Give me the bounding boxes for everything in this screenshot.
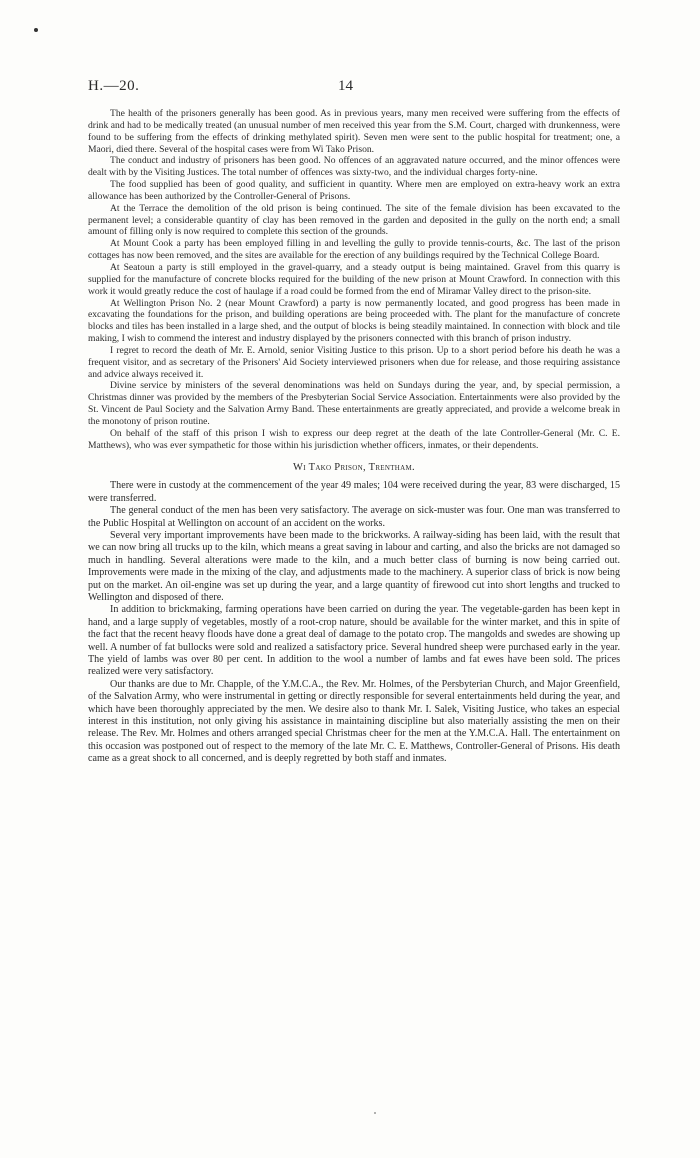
section-wi-tako-prison bbox=[88, 462, 620, 765]
paragraph: The food supplied has been of good quality, and sufficient in quantity. Where men are employed on extra-heavy work an extra allowance has been authorized by the Controller-General of Prisons. bbox=[88, 179, 620, 202]
paragraph: At the Terrace the demolition of the old prison is being continued. The site of the female division has been excavated to the permanent level; a considerable quantity of clay has been removed in the garden and deposited in the gully on the north end; a small amount of filling only is now required to complete this section of the grounds. bbox=[88, 202, 620, 238]
paragraph: I regret to record the death of Mr. E. Arnold, senior Visiting Justice to this prison. Up to a short period before his death he was a frequent visitor, and as secretary of the Prisoners' Aid Society interviewed prisoners when due for release, and those requiring assistance and advice always received it. bbox=[88, 344, 620, 380]
paragraph: At Mount Cook a party has been employed filling in and levelling the gully to provide tennis-courts, &c. The last of the prison cottages has now been removed, and the sites are available for the erection of any buildings required by the Technical College Board. bbox=[88, 238, 620, 262]
document-reference: H.—20. bbox=[88, 78, 140, 94]
page-header bbox=[88, 78, 620, 98]
page-body bbox=[88, 108, 620, 766]
page-number: 14 bbox=[338, 78, 353, 94]
paragraph: The conduct and industry of prisoners has been good. No offences of an aggravated nature occurred, and the minor offences were dealt with by the Visiting Justices. The total number of offences was sixty-two, and the individual charges forty-nine. bbox=[88, 155, 620, 179]
paragraph: The general conduct of the men has been very satisfactory. The average on sick-muster was four. One man was transferred to the Public Hospital at Wellington on account of an accident on the works. bbox=[88, 505, 620, 529]
paragraph: Divine service by ministers of the several denominations was held on Sundays during the year, and, by special permission, a Christmas dinner was provided by the members of the Presbyterian Social Service Association. Entertainments were also provided by the St. Vincent de Paul Society and the Salvation Army Band. These entertainments are greatly appreciated, and provide a welcome break in the monotony of prison routine. bbox=[88, 380, 620, 427]
section-wellington-prison bbox=[88, 108, 620, 451]
paragraph: At Wellington Prison No. 2 (near Mount Crawford) a party is now permanently located, and good progress has been made in excavating the foundations for the prison, and building operations are being proceeded with. The plant for the manufacture of concrete blocks and tiles has been installed in a large shed, and the output of blocks is being steadily maintained. In connection with block and tile making, I wish to commend the interest and industry displayed by the prisoners connected with this branch of prison industry. bbox=[88, 297, 620, 345]
paragraph: There were in custody at the commencement of the year 49 males; 104 were received during the year, 83 were discharged, 15 were transferred. bbox=[88, 480, 620, 504]
section-heading: Wi Tako Prison, Trentham. bbox=[293, 462, 415, 474]
paragraph: Our thanks are due to Mr. Chapple, of the Y.M.C.A., the Rev. Mr. Holmes, of the Persbyterian Church, and Major Greenfield, of the Salvation Army, who were instrumental in getting or directly responsible for several entertainments held during the year, and which have been thoroughly appreciated by the men. We desire also to thank Mr. I. Salek, Visiting Justice, who takes an especial interest in this institution, not only giving his assistance in maintaining discipline but also materially assisting the men on their release. The Rev. Mr. Holmes and others arranged special Christmas cheer for the men at the Y.M.C.A. Hall. The entertainment on this occasion was postponed out of respect to the memory of the late Mr. C. E. Matthews, Controller-General of Prisons. His death came as a great shock to all concerned, and is deeply regretted by both staff and inmates. bbox=[88, 678, 620, 765]
paragraph: Several very important improvements have been made to the brickworks. A railway-siding has been laid, with the result that we can now bring all trucks up to the kiln, which means a great saving in labour and carting, and also the bricks are not damaged so much in handling. Several alterations were made to the kiln, and a much better class of burning is now being carried out. Improvements were made in the mixing of the clay, and adjustments made to the machinery. A superior class of brick is now being put on the market. An oil-engine was set up during the year, and a large quantity of firewood cut into short lengths and trucked to Wellington and disposed of there. bbox=[88, 529, 621, 603]
print-speck bbox=[374, 1112, 376, 1114]
paragraph: The health of the prisoners generally has been good. As in previous years, many men received were suffering from the effects of drink and had to be medically treated (an unusual number of men received this year from the S.M. Court, charged with drunkenness, were found to be suffering from the effects of drinking methylated spirit). Seven men were sent to the public hospital for treatment; one, a Maori, died there. Several of the hospital cases were from Wi Tako Prison. bbox=[88, 108, 620, 155]
paragraph: In addition to brickmaking, farming operations have been carried on during the year. The vegetable-garden has been kept in hand, and a large supply of vegetables, mostly of a root-crop nature, should be available for the winter market, and this in spite of the fact that the recent heavy floods have done a great deal of damage to the potato crop. The mangolds and swedes are showing up well. A number of fat bullocks were sold and realized a satisfactory price. Several hundred sheep were purchased early in the year. The yield of lambs was over 80 per cent. In addition to the wool a number of lambs and fat ewes have been sold. The prices realized were very satisfactory. bbox=[88, 604, 620, 678]
margin-dot bbox=[34, 28, 38, 32]
paragraph: At Seatoun a party is still employed in the gravel-quarry, and a steady output is being maintained. Gravel from this quarry is supplied for the manufacture of concrete blocks required for the building of the new prison at Mount Crawford. In connection with this work it would greatly reduce the cost of haulage if a road could be formed from the end of Miramar Valley direct to the prison-site. bbox=[88, 261, 620, 297]
paragraph: On behalf of the staff of this prison I wish to express our deep regret at the death of the late Controller-General (Mr. C. E. Matthews), who was ever sympathetic for those within his jurisdiction whether officers, inmates, or their dependents. bbox=[88, 427, 620, 451]
